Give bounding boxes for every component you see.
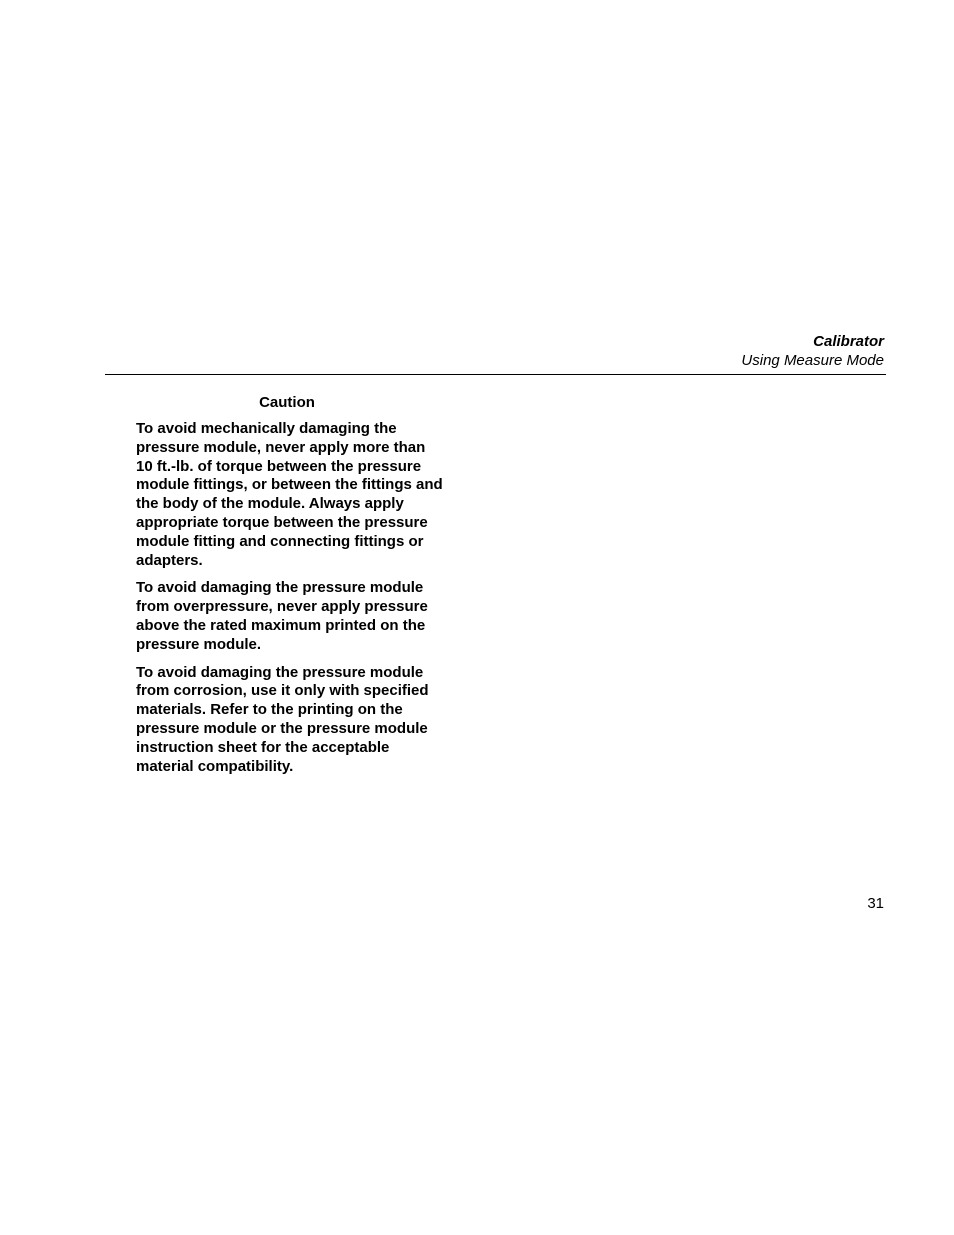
page-header [741, 332, 884, 370]
page-number: 31 [867, 895, 884, 912]
caution-paragraph-overpressure: To avoid damaging the pressure module from overpressure, never apply pressure above the rated maximum printed on the pressure module. [136, 579, 428, 653]
caution-heading: Caution [259, 394, 315, 411]
header-subtitle: Using Measure Mode [741, 352, 884, 369]
caution-paragraph-torque: To avoid mechanically damaging the pressure module, never apply more than 10 ft.-lb. of torque between the pressure module fittings, or between the fittings and the body of the module. Always apply appropriate torque between the pressure module fitting and connecting fittings or adapters. [136, 420, 443, 569]
header-title: Calibrator [813, 333, 884, 350]
header-divider [105, 374, 886, 375]
caution-paragraph-corrosion: To avoid damaging the pressure module from corrosion, use it only with specified materials. Refer to the printing on the pressure module or the pressure module instruction sheet for the acceptable material compatibility. [136, 663, 429, 775]
caution-block [136, 393, 446, 785]
